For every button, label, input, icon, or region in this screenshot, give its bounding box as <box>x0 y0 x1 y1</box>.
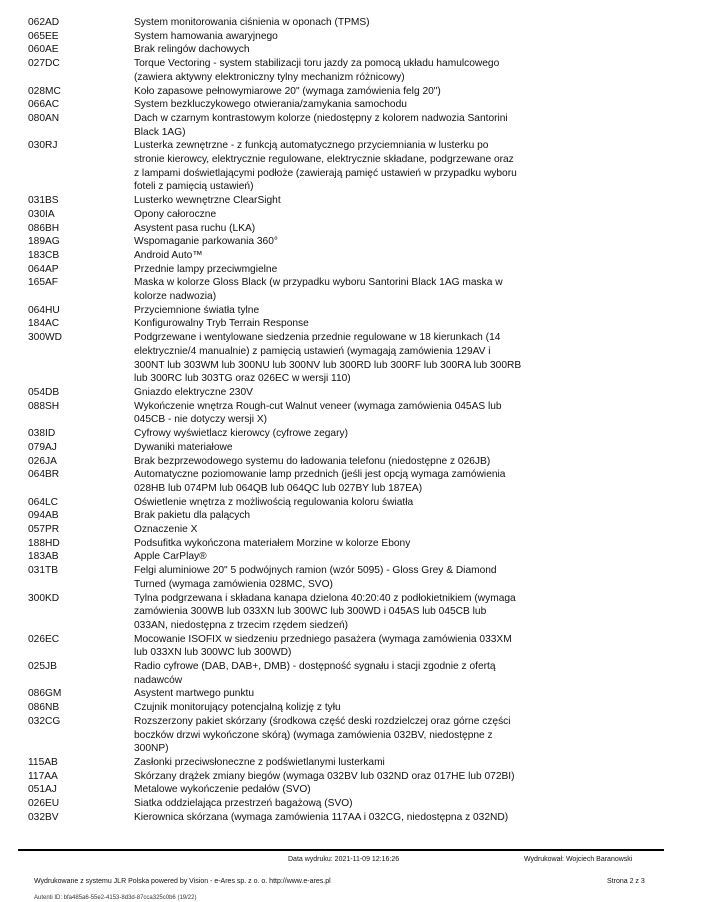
option-description <box>134 85 548 99</box>
option-description <box>134 304 548 318</box>
page-number: Strona 2 z 3 <box>607 878 645 885</box>
description-line: lub 300RC lub 303TG oraz 026EC w wersji 110) <box>134 373 351 385</box>
list-item <box>28 139 548 194</box>
list-item <box>28 304 548 318</box>
option-description <box>134 43 548 57</box>
option-code: 062AD <box>28 17 60 28</box>
option-description <box>134 811 548 825</box>
list-item <box>28 235 548 249</box>
printed-by: Wydrukował: Wojciech Baranowski <box>524 856 633 863</box>
description-line: Wspomaganie parkowania 360° <box>134 236 278 248</box>
option-code: 115AB <box>28 756 58 768</box>
list-item <box>28 756 548 770</box>
description-line: Siatka oddzielająca przestrzeń bagażową (SVO) <box>134 798 353 810</box>
description-line: Czujnik monitorujący potencjalną kolizję z tyłu <box>134 702 341 714</box>
option-description <box>134 98 548 112</box>
option-code: 079AJ <box>28 441 57 453</box>
option-code: 086BH <box>28 222 60 234</box>
option-description <box>134 112 548 139</box>
description-line: 045CB - nie dotyczy wersji X) <box>134 414 268 426</box>
list-item <box>28 770 548 784</box>
option-description <box>134 263 548 277</box>
list-item <box>28 701 548 715</box>
list-item <box>28 85 548 99</box>
option-code: 094AB <box>28 510 59 522</box>
option-code: 300WD <box>28 332 62 344</box>
description-line: 300NP) <box>134 743 169 755</box>
option-code: 189AG <box>28 236 60 248</box>
option-description <box>134 331 548 386</box>
option-code: 031TB <box>28 565 59 577</box>
footer-rule <box>18 849 664 851</box>
list-item <box>28 660 548 687</box>
description-line: Dywaniki materiałowe <box>134 441 233 453</box>
list-item <box>28 811 548 825</box>
description-line: Maska w kolorze Gloss Black (w przypadku wyboru Santorini Black 1AG maska w <box>134 277 503 289</box>
list-item <box>28 468 548 495</box>
description-line: Podsufitka wykończona materiałem Morzine w kolorze Ebony <box>134 537 411 549</box>
option-description <box>134 592 548 633</box>
description-line: Felgi aluminiowe 20" 5 podwójnych ramion (wzór 5095) - Gloss Grey & Diamond <box>134 565 497 577</box>
system-brand-line: Wydrukowane z systemu JLR Polska powered by Vision - e-Ares sp. z o. o. http://www.e-ares.pl <box>34 878 331 885</box>
option-description <box>134 208 548 222</box>
option-code: 051AJ <box>28 784 57 796</box>
print-date: Data wydruku: 2021-11-09 12:16:26 <box>288 856 400 863</box>
description-line: Cyfrowy wyświetlacz kierowcy (cyfrowe zegary) <box>134 428 348 440</box>
list-item <box>28 57 548 84</box>
option-code: 184AC <box>28 318 60 330</box>
description-line: (zawiera aktywny elektroniczny tylny mechanizm różnicowy) <box>134 71 405 83</box>
option-description <box>134 30 548 44</box>
list-item <box>28 797 548 811</box>
option-description <box>134 317 548 331</box>
description-line: 028HB lub 074PM lub 064QB lub 064QC lub 027BY lub 187EA) <box>134 482 423 494</box>
description-line: stronie kierowcy, elektrycznie regulowane, elektrycznie składane, podgrzewane oraz <box>134 154 514 166</box>
description-line: Skórzany drążek zmiany biegów (wymaga 032BV lub 032ND oraz 017HE lub 072BI) <box>134 770 515 782</box>
option-code: 027DC <box>28 58 60 70</box>
list-item <box>28 194 548 208</box>
option-description <box>134 249 548 263</box>
list-item <box>28 276 548 303</box>
option-code: 038ID <box>28 428 56 440</box>
option-code: 026JA <box>28 455 57 467</box>
option-description <box>134 783 548 797</box>
option-code: 064HU <box>28 304 60 316</box>
list-item <box>28 30 548 44</box>
description-line: boczków drzwi wykończone skórą) (wymaga zamówienia 032BV, niedostępne z <box>134 729 493 741</box>
option-description <box>134 770 548 784</box>
description-line: zamówienia 300WB lub 033XN lub 300WC lub 300WD i 045AS lub 045CB lub <box>134 606 487 618</box>
description-line: Radio cyfrowe (DAB, DAB+, DMB) - dostępność sygnału i stacji zgodnie z ofertą <box>134 661 496 673</box>
description-line: nadawców <box>134 674 183 686</box>
description-line: Android Auto™ <box>134 249 203 261</box>
description-line: Torque Vectoring - system stabilizacji toru jazdy za pomocą układu hamulcowego <box>134 58 500 70</box>
option-code: 054DB <box>28 386 60 398</box>
option-code: 088SH <box>28 400 60 412</box>
list-item <box>28 633 548 660</box>
description-line: Lusterka zewnętrzne - z funkcją automatycznego przyciemniania w lusterku po <box>134 140 489 152</box>
option-code: 025JB <box>28 661 57 673</box>
option-description <box>134 701 548 715</box>
description-line: Koło zapasowe pełnowymiarowe 20" (wymaga zamówienia felg 20") <box>134 85 441 97</box>
option-code: 026EU <box>28 798 60 810</box>
option-code: 066AC <box>28 99 60 111</box>
description-line: elektrycznie/4 manualnie) z pamięcią ustawień (wymagają zamówienia 129AV i <box>134 345 491 357</box>
description-line: Tylna podgrzewana i składana kanapa dzielona 40:20:40 z podłokietnikiem (wymaga <box>134 592 516 604</box>
option-code: 165AF <box>28 277 59 289</box>
list-item <box>28 249 548 263</box>
option-code: 057PR <box>28 524 60 536</box>
list-item <box>28 441 548 455</box>
option-code: 030RJ <box>28 140 58 152</box>
description-line: Zasłonki przeciwsłoneczne z podświetlanymi lusterkami <box>134 756 385 768</box>
option-code: 183CB <box>28 249 60 261</box>
description-line: 300NT lub 303WM lub 300NU lub 300NV lub 300RD lub 300RF lub 300RA lub 300RB <box>134 359 522 371</box>
authentication-id: Autenti ID: bfa485a6-55e2-4153-8d3d-87cca325c0b6 (19/22) <box>34 895 197 901</box>
option-description <box>134 468 548 495</box>
list-item <box>28 331 548 386</box>
option-description <box>134 496 548 510</box>
description-line: Wykończenie wnętrza Rough-cut Walnut veneer (wymaga zamówienia 045AS lub <box>134 400 502 412</box>
list-item <box>28 496 548 510</box>
description-line: Gniazdo elektryczne 230V <box>134 386 253 398</box>
option-code: 064BR <box>28 469 60 481</box>
description-line: Asystent pasa ruchu (LKA) <box>134 222 256 234</box>
description-line: Automatyczne poziomowanie lamp przednich (jeśli jest opcją wymaga zamówienia <box>134 469 506 481</box>
description-line: lub 033XN lub 300WC lub 300WD) <box>134 647 292 659</box>
option-description <box>134 400 548 427</box>
option-description <box>134 537 548 551</box>
option-description <box>134 455 548 469</box>
list-item <box>28 427 548 441</box>
list-item <box>28 455 548 469</box>
description-line: Apple CarPlay® <box>134 551 207 563</box>
description-line: Brak bezprzewodowego systemu do ładowania telefonu (niedostępne z 026JB) <box>134 455 491 467</box>
list-item <box>28 509 548 523</box>
option-code: 028MC <box>28 85 61 97</box>
list-item <box>28 208 548 222</box>
option-code: 080AN <box>28 112 60 124</box>
option-code: 086NB <box>28 702 60 714</box>
option-description <box>134 235 548 249</box>
option-description <box>134 276 548 303</box>
list-item <box>28 317 548 331</box>
list-item <box>28 715 548 756</box>
list-item <box>28 263 548 277</box>
list-item <box>28 783 548 797</box>
description-line: Kierownica skórzana (wymaga zamówienia 117AA i 032CG, niedostępna z 032ND) <box>134 811 509 823</box>
description-line: Oświetlenie wnętrza z możliwością regulowania koloru światła <box>134 496 414 508</box>
description-line: Przednie lampy przeciwmgielne <box>134 263 278 275</box>
description-line: Turned (wymaga zamówienia 028MC, SVO) <box>134 578 333 590</box>
description-line: Brak pakietu dla palących <box>134 510 251 522</box>
option-code: 183AB <box>28 551 59 563</box>
option-description <box>134 797 548 811</box>
option-description <box>134 222 548 236</box>
option-description <box>134 523 548 537</box>
list-item <box>28 564 548 591</box>
list-item <box>28 592 548 633</box>
option-description <box>134 427 548 441</box>
description-line: Opony całoroczne <box>134 208 217 220</box>
list-item <box>28 43 548 57</box>
list-item <box>28 550 548 564</box>
description-line: Mocowanie ISOFIX w siedzeniu przedniego pasażera (wymaga zamówienia 033XM <box>134 633 512 645</box>
option-code: 064AP <box>28 263 59 275</box>
list-item <box>28 98 548 112</box>
description-line: Brak relingów dachowych <box>134 44 250 56</box>
option-code: 188HD <box>28 537 60 549</box>
option-description <box>134 441 548 455</box>
option-code: 032CG <box>28 715 61 727</box>
option-description <box>134 564 548 591</box>
description-line: System hamowania awaryjnego <box>134 30 278 42</box>
description-line: foteli z pamięcią ustawień) <box>134 181 254 193</box>
option-code: 064LC <box>28 496 59 508</box>
option-code: 117AA <box>28 770 58 782</box>
option-description <box>134 633 548 660</box>
option-code: 300KD <box>28 592 60 604</box>
description-line: Podgrzewane i wentylowane siedzenia przednie regulowane w 18 kierunkach (14 <box>134 332 501 344</box>
description-line: Metalowe wykończenie pedałów (SVO) <box>134 784 311 796</box>
description-line: System bezkluczykowego otwierania/zamykania samochodu <box>134 99 407 111</box>
option-description <box>134 550 548 564</box>
description-line: Dach w czarnym kontrastowym kolorze (niedostępny z kolorem nadwozia Santorini <box>134 112 508 124</box>
list-item <box>28 16 548 30</box>
option-description <box>134 660 548 687</box>
description-line: Lusterko wewnętrzne ClearSight <box>134 195 281 207</box>
option-code: 032BV <box>28 811 59 823</box>
option-code: 026EC <box>28 633 60 645</box>
list-item <box>28 400 548 427</box>
description-line: Black 1AG) <box>134 126 186 138</box>
description-line: 033AN, niedostępna z trzecim rzędem siedzeń) <box>134 619 349 631</box>
list-item <box>28 112 548 139</box>
option-description <box>134 194 548 208</box>
description-line: z lampami doświetlającymi podłoże (zawierają pamięć ustawień w przypadku wyboru <box>134 167 517 179</box>
option-code: 060AE <box>28 44 59 56</box>
description-line: kolorze nadwozia) <box>134 291 217 303</box>
equipment-list <box>28 16 548 824</box>
option-description <box>134 139 548 194</box>
list-item <box>28 222 548 236</box>
list-item <box>28 537 548 551</box>
description-line: Asystent martwego punktu <box>134 688 255 700</box>
option-code: 031BS <box>28 195 59 207</box>
description-line: Przyciemnione światła tylne <box>134 304 260 316</box>
option-code: 030IA <box>28 208 55 220</box>
list-item <box>28 386 548 400</box>
description-line: Oznaczenie X <box>134 524 198 536</box>
description-line: Konfigurowalny Tryb Terrain Response <box>134 318 309 330</box>
option-description <box>134 57 548 84</box>
list-item <box>28 687 548 701</box>
list-item <box>28 523 548 537</box>
option-description <box>134 756 548 770</box>
option-description <box>134 715 548 756</box>
option-description <box>134 16 548 30</box>
option-code: 086GM <box>28 688 62 700</box>
option-description <box>134 687 548 701</box>
option-description <box>134 509 548 523</box>
description-line: System monitorowania ciśnienia w oponach (TPMS) <box>134 17 370 28</box>
option-description <box>134 386 548 400</box>
option-code: 065EE <box>28 30 59 42</box>
description-line: Rozszerzony pakiet skórzany (środkowa część deski rozdzielczej oraz górne części <box>134 715 511 727</box>
